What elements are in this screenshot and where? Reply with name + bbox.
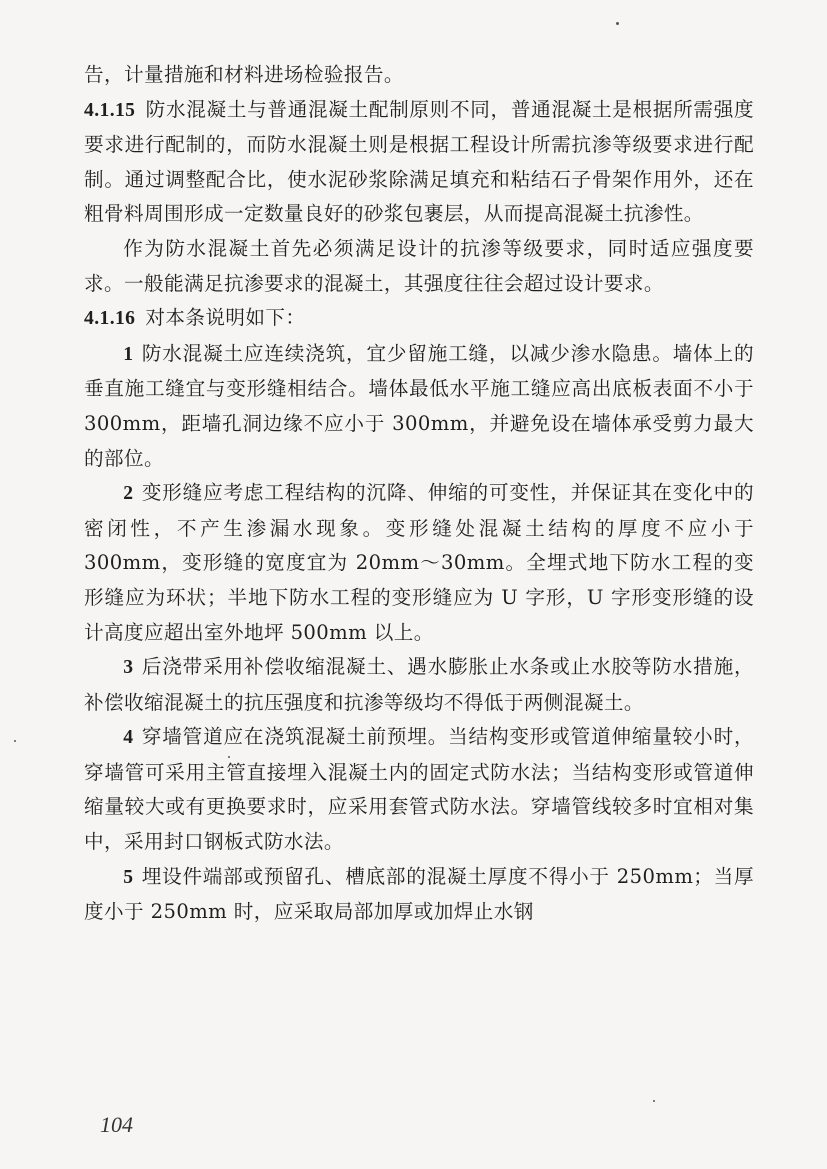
scan-speck [653,1100,655,1102]
paragraph-text: 变形缝应考虑工程结构的沉降、伸缩的可变性，并保证其在变化中的密闭性，不产生渗漏水现象。变形缝处混凝土结构的厚度不应小于 300mm，变形缝的宽度宜为 20mm～30mm。全埋式地下防水工程的变形缝应为环状；半地下防水工程的变形缝应为 U 字形，U 字形变形缝的设计高度应超出室外地坪 500mm 以上。 [84,481,754,644]
paragraph-strength [84,232,754,301]
paragraph-text: 埋设件端部或预留孔、槽底部的混凝土厚度不得小于 250mm；当厚度小于 250mm 时，应采取局部加厚或加焊止水钢 [84,864,754,924]
page-body [84,58,754,930]
item-number: 1 [123,343,134,365]
page-number: 104 [100,1112,133,1137]
paragraph-text: 防水混凝土应连续浇筑，宜少留施工缝，以减少渗水隐患。墙体上的垂直施工缝宜与变形缝相结合。墙体最低水平施工缝应高出底板表面不小于 300mm，距墙孔洞边缘不应小于 300mm，并避免设在墙体承受剪力最大的部位。 [84,341,754,470]
scan-speck [616,22,619,25]
paragraph-text: 告，计量措施和材料进场检验报告。 [84,63,404,86]
clause-number: 4.1.16 [84,308,136,330]
item-number: 2 [123,483,134,505]
clause-4-1-15 [84,93,754,232]
list-item-3 [84,650,754,720]
list-item-5 [84,860,754,930]
paragraph-text: 穿墙管道应在浇筑混凝土前预埋。当结构变形或管道伸缩量较小时，穿墙管可采用主管直接埋入混凝土内的固定式防水法；当结构变形或管道伸缩量较大或有更换要求时，应采用套管式防水法。穿墙管线较多时宜相对集中，采用封口钢板式防水法。 [84,725,754,854]
paragraph-text: 后浇带采用补偿收缩混凝土、遇水膨胀止水条或止水胶等防水措施，补偿收缩混凝土的抗压强度和抗渗等级均不得低于两侧混凝土。 [84,655,754,714]
paragraph-continuation [84,58,754,93]
list-item-2 [84,476,754,650]
item-number: 4 [123,727,134,749]
paragraph-text: 对本条说明如下： [145,306,306,330]
list-item-4 [84,720,754,859]
list-item-1 [84,337,754,476]
scan-speck [14,740,16,742]
item-number: 3 [123,657,134,679]
clause-number: 4.1.15 [84,99,136,121]
paragraph-text: 防水混凝土与普通混凝土配制原则不同，普通混凝土是根据所需强度要求进行配制的，而防水混凝土则是根据工程设计所需抗渗等级要求进行配制。通过调整配合比，使水泥砂浆除满足填充和粘结石子骨架作用外，还在粗骨料周围形成一定数量良好的砂浆包裹层，从而提高混凝土抗渗性。 [84,97,754,226]
paragraph-text: 作为防水混凝土首先必须满足设计的抗渗等级要求，同时适应强度要求。一般能满足抗渗要求的混凝土，其强度往往会超过设计要求。 [84,236,754,295]
clause-4-1-16 [84,301,754,337]
item-number: 5 [123,866,134,888]
